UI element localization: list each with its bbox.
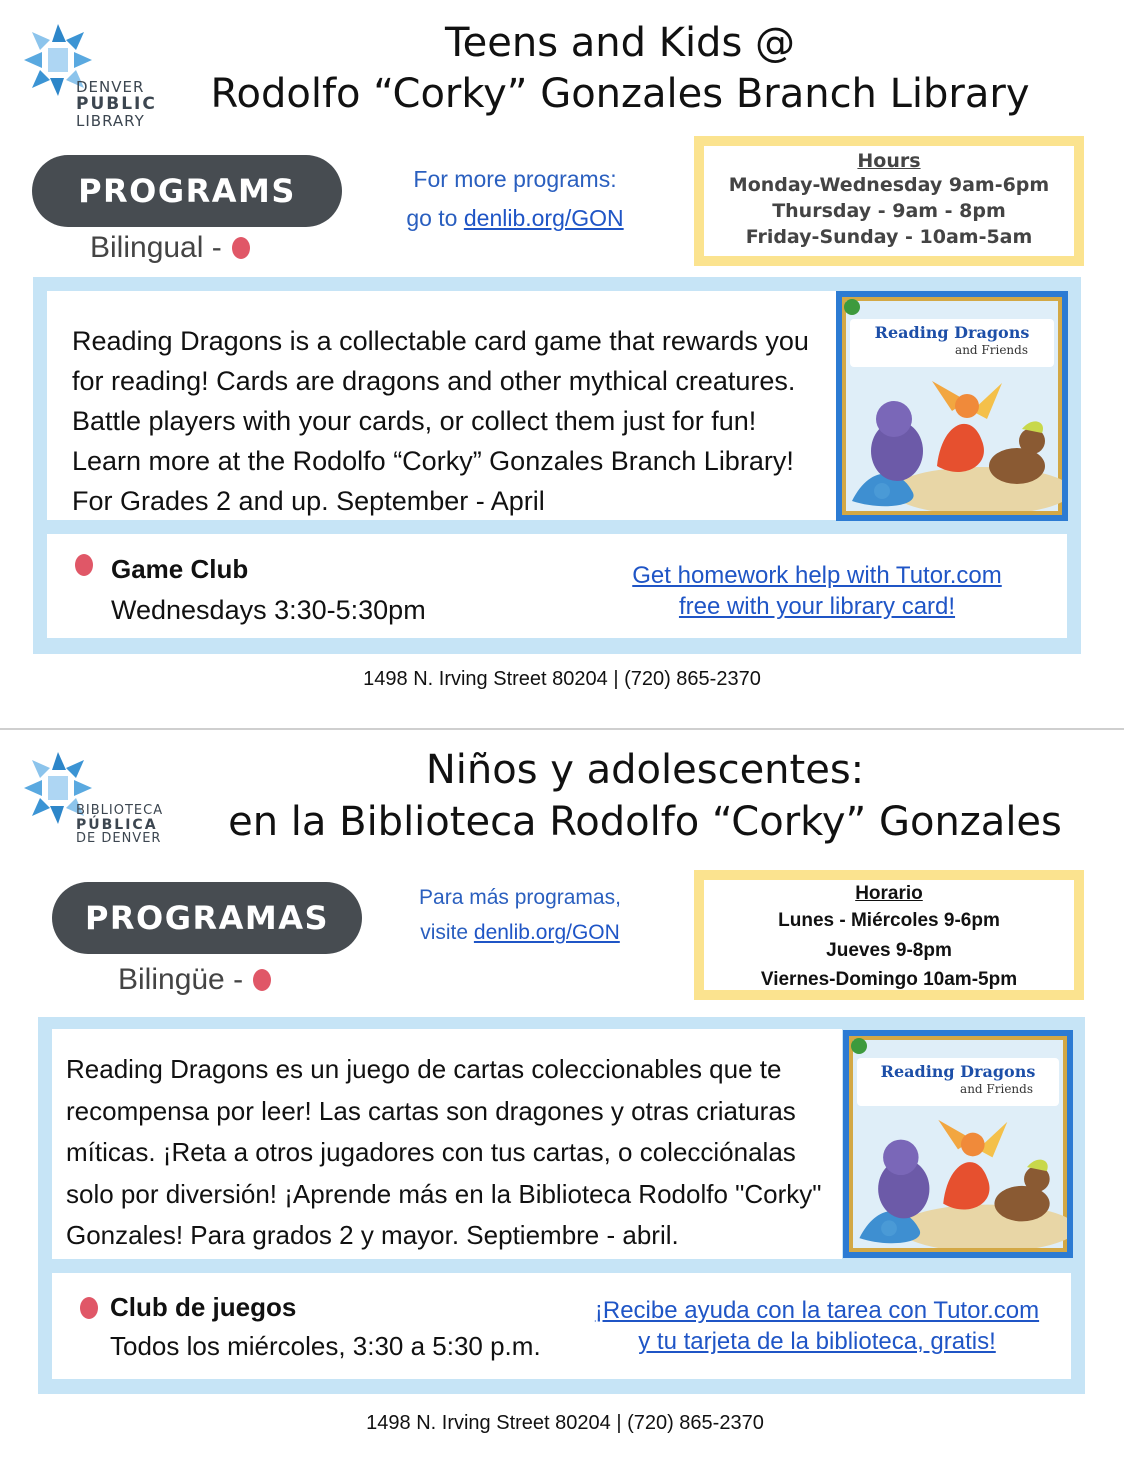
page-title-spanish [200,744,1090,848]
horario-line-3: Viernes-Domingo 10am-5pm [760,969,1018,990]
horario-title: Horario [855,883,923,904]
more-programs-link[interactable]: denlib.org/GON [463,205,624,231]
programa-descripcion: Reading Dragons es un juego de cartas coleccionables que te recompensa por leer! Las cartas son dragones y otras criaturas míticas. ¡Reta a otros jugadores con tus cartas, o colecciónalas solo por diversión! ¡Aprende más en la Biblioteca Rodolfo "Corky" Gonzales! Para grados 2 y mayor. Septiembre - abril. [66,1054,822,1250]
programs-badge: PROGRAMS [32,155,342,227]
page-title [180,18,1060,120]
tutor-link-spanish[interactable] [572,1295,1062,1357]
programa-panel [38,1017,1085,1394]
logo-line-2: PUBLIC [76,93,157,114]
hours-box [694,136,1084,266]
bilingue-legend [118,960,271,1000]
logo-line-3: LIBRARY [76,111,145,130]
club-juegos-name: Club de juegos [110,1292,297,1322]
reading-dragons-art [836,291,1068,521]
horario-line-2: Jueves 9-8pm [826,940,952,961]
bilingual-label: Bilingual - [90,231,222,264]
title-line-1: Teens and Kids @ [444,20,796,66]
tutor-link-line-1[interactable]: ¡Recibe ayuda con la tarea con Tutor.com [594,1297,1040,1324]
art-title: Reading Dragons [874,323,1030,342]
horario-line-1: Lunes - Miércoles 9-6pm [778,910,1000,931]
section-divider [0,728,1124,730]
club-card [47,534,1067,638]
bilingue-label: Bilingüe - [118,963,244,996]
biblioteca-publica-logo [22,750,162,860]
hours-title: Hours [857,150,921,172]
tutor-link-line-2[interactable]: y tu tarjeta de la biblioteca, gratis! [638,1328,996,1355]
club-juegos-card [52,1273,1071,1379]
tutor-link-line-1[interactable]: Get homework help with Tutor.com [632,562,1002,589]
art-subtitle: and Friends [960,1082,1033,1096]
logo-line-1: DENVER [76,78,145,96]
club-juegos-time: Todos los miércoles, 3:30 a 5:30 p.m. [110,1331,541,1361]
mas-programas [390,880,650,950]
dragons-illustration-icon [849,1110,1067,1248]
logo-line-2: PÚBLICA [76,816,158,833]
program-panel [33,277,1081,654]
horario-box [694,870,1084,1000]
bilingue-dot-icon [253,969,271,991]
tutor-link[interactable] [587,560,1047,622]
hours-line-3: Friday-Sunday - 10am-5am [745,226,1033,248]
mas-programas-prefix: visite [420,921,469,944]
bilingual-dot-icon [232,237,250,259]
hours-line-1: Monday-Wednesday 9am-6pm [728,174,1050,196]
programas-badge: PROGRAMAS [52,882,362,954]
logo-line-3: DE DENVER [76,831,162,847]
art-subtitle: and Friends [955,343,1028,357]
hours-line-2: Thursday - 9am - 8pm [772,200,1006,222]
club-name: Game Club [111,554,249,584]
corner-gem-icon [851,1038,867,1054]
descripcion-card [52,1029,842,1259]
art-title: Reading Dragons [880,1062,1036,1081]
club-dot-icon [80,1297,98,1319]
more-programs-prefix: go to [406,205,458,231]
dragons-illustration-icon [842,371,1062,511]
title-line-1: Niños y adolescentes: [425,747,865,793]
more-programs [380,160,650,238]
description-card [47,291,837,520]
denver-public-library-logo [22,22,162,142]
program-description: Reading Dragons is a collectable card game that rewards you for reading! Cards are dragons and other mythical creatures. Battle players with your cards, or collect them just for fun! Learn more at the Rodolfo “Corky” Gonzales Branch Library! For Grades 2 and up. September - April [72,326,809,516]
mas-programas-text: Para más programas, [419,886,621,909]
bilingual-legend [90,228,250,268]
title-line-2: en la Biblioteca Rodolfo “Corky” Gonzales [228,799,1062,845]
corner-gem-icon [844,299,860,315]
club-time: Wednesdays 3:30-5:30pm [111,595,426,625]
address-footer: 1498 N. Irving Street 80204 | (720) 865-2370 [363,668,761,690]
logo-line-1: BIBLIOTECA [76,803,164,818]
reading-dragons-art-spanish [843,1030,1073,1258]
title-line-2: Rodolfo “Corky” Gonzales Branch Library [210,71,1030,117]
club-dot-icon [75,554,93,576]
tutor-link-line-2[interactable]: free with your library card! [678,593,956,620]
mas-programas-link[interactable]: denlib.org/GON [473,921,620,944]
more-programs-text: For more programs: [413,166,617,192]
direccion-footer: 1498 N. Irving Street 80204 | (720) 865-2370 [366,1412,764,1434]
